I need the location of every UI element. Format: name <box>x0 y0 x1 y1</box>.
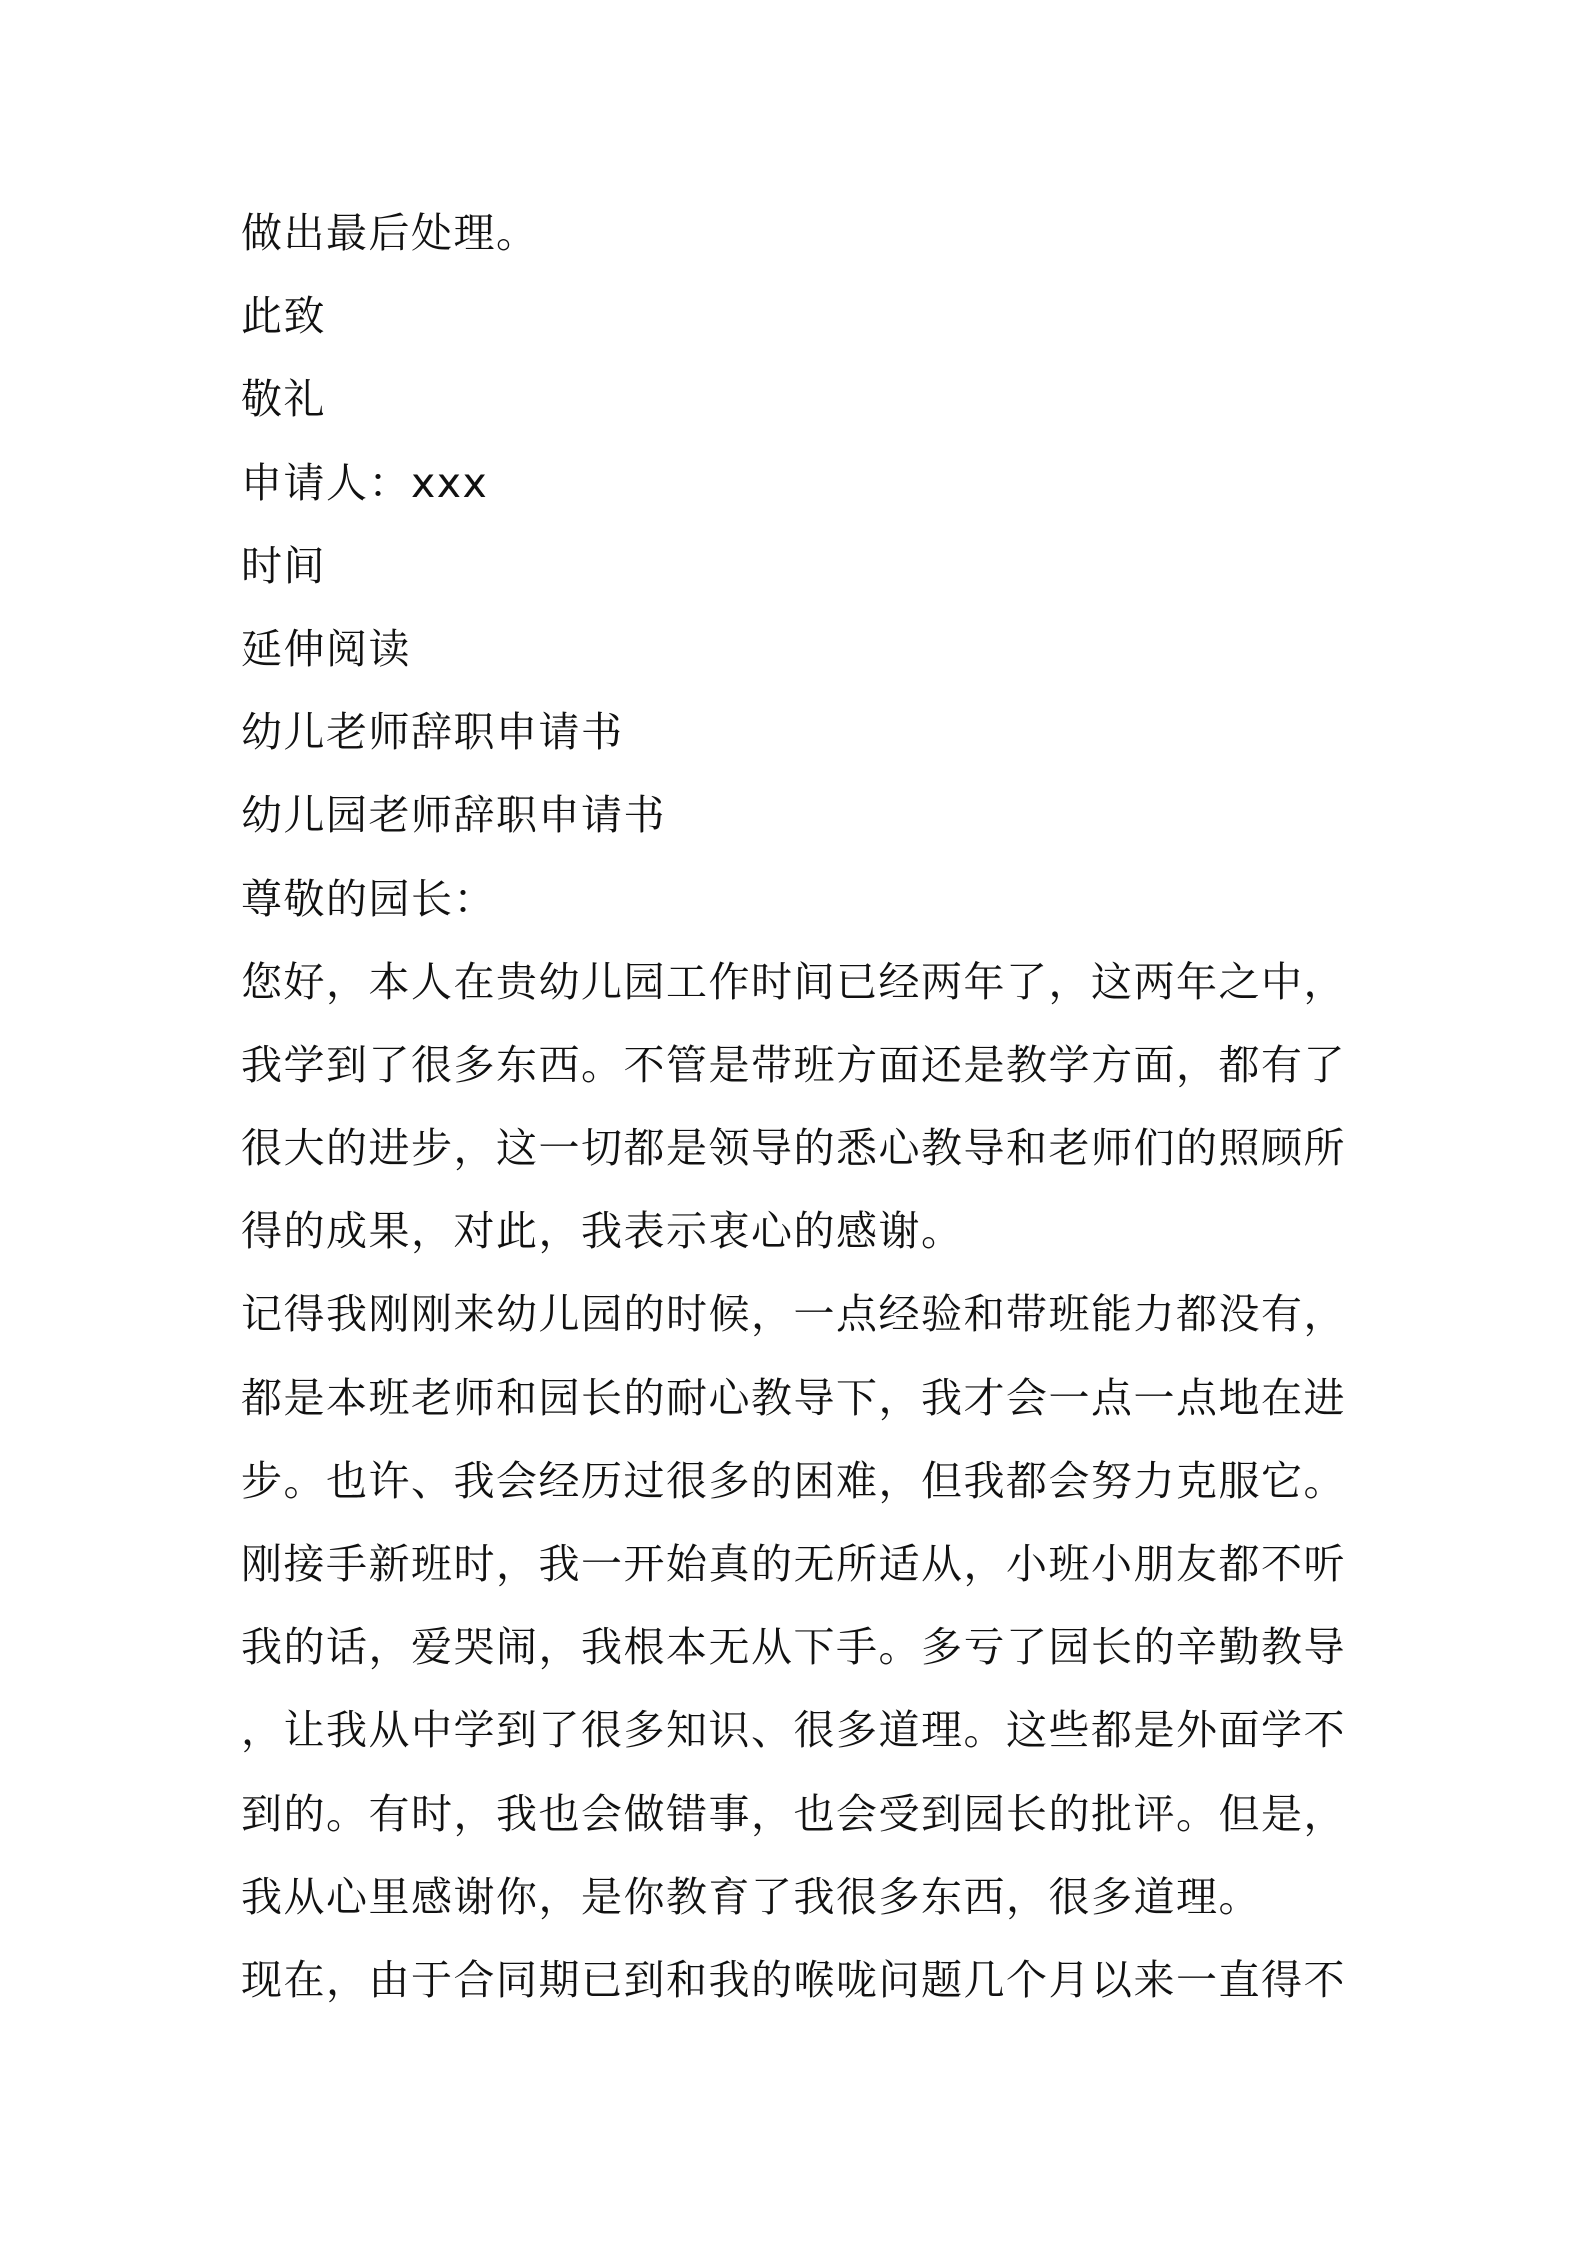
article-title-2: 幼儿园老师辞职申请书 <box>241 791 666 840</box>
paragraph-line: 很大的进步，这一切都是领导的悉心教导和老师们的照顾所 <box>241 1124 1346 1173</box>
paragraph-line: 记得我刚刚来幼儿园的时候，一点经验和带班能力都没有， <box>241 1290 1346 1339</box>
paragraph-line: 我从心里感谢你，是你教育了我很多东西，很多道理。 <box>241 1872 1261 1921</box>
paragraph-line: 都是本班老师和园长的耐心教导下，我才会一点一点地在进 <box>241 1373 1346 1422</box>
applicant-line: 申请人：xxx <box>241 458 489 507</box>
paragraph-line: 我的话，爱哭闹，我根本无从下手。多亏了园长的辛勤教导 <box>241 1623 1346 1672</box>
greeting-line: 尊敬的园长： <box>241 874 496 923</box>
salutation-jingli: 敬礼 <box>241 375 326 424</box>
paragraph-line: 步。也许、我会经历过很多的困难，但我都会努力克服它。 <box>241 1456 1346 1505</box>
paragraph-line: 得的成果，对此，我表示衷心的感谢。 <box>241 1207 964 1256</box>
salutation-cizhi: 此致 <box>241 292 326 341</box>
paragraph-line: 到的。有时，我也会做错事，也会受到园长的批评。但是， <box>241 1789 1346 1838</box>
paragraph-line: 您好，本人在贵幼儿园工作时间已经两年了，这两年之中， <box>241 957 1346 1006</box>
closing-line: 做出最后处理。 <box>241 209 539 257</box>
date-line: 时间 <box>241 541 326 590</box>
paragraph-line: 我学到了很多东西。不管是带班方面还是教学方面，都有了 <box>241 1040 1346 1089</box>
article-title-1: 幼儿老师辞职申请书 <box>241 708 624 757</box>
paragraph-line: 现在，由于合同期已到和我的喉咙问题几个月以来一直得不 <box>241 1955 1346 2004</box>
paragraph-line: ，让我从中学到了很多知识、很多道理。这些都是外面学不 <box>241 1706 1346 1755</box>
extended-reading-heading: 延伸阅读 <box>241 624 411 673</box>
letter-body <box>241 192 1361 2022</box>
paragraph-line: 刚接手新班时，我一开始真的无所适从，小班小朋友都不听 <box>241 1540 1346 1588</box>
